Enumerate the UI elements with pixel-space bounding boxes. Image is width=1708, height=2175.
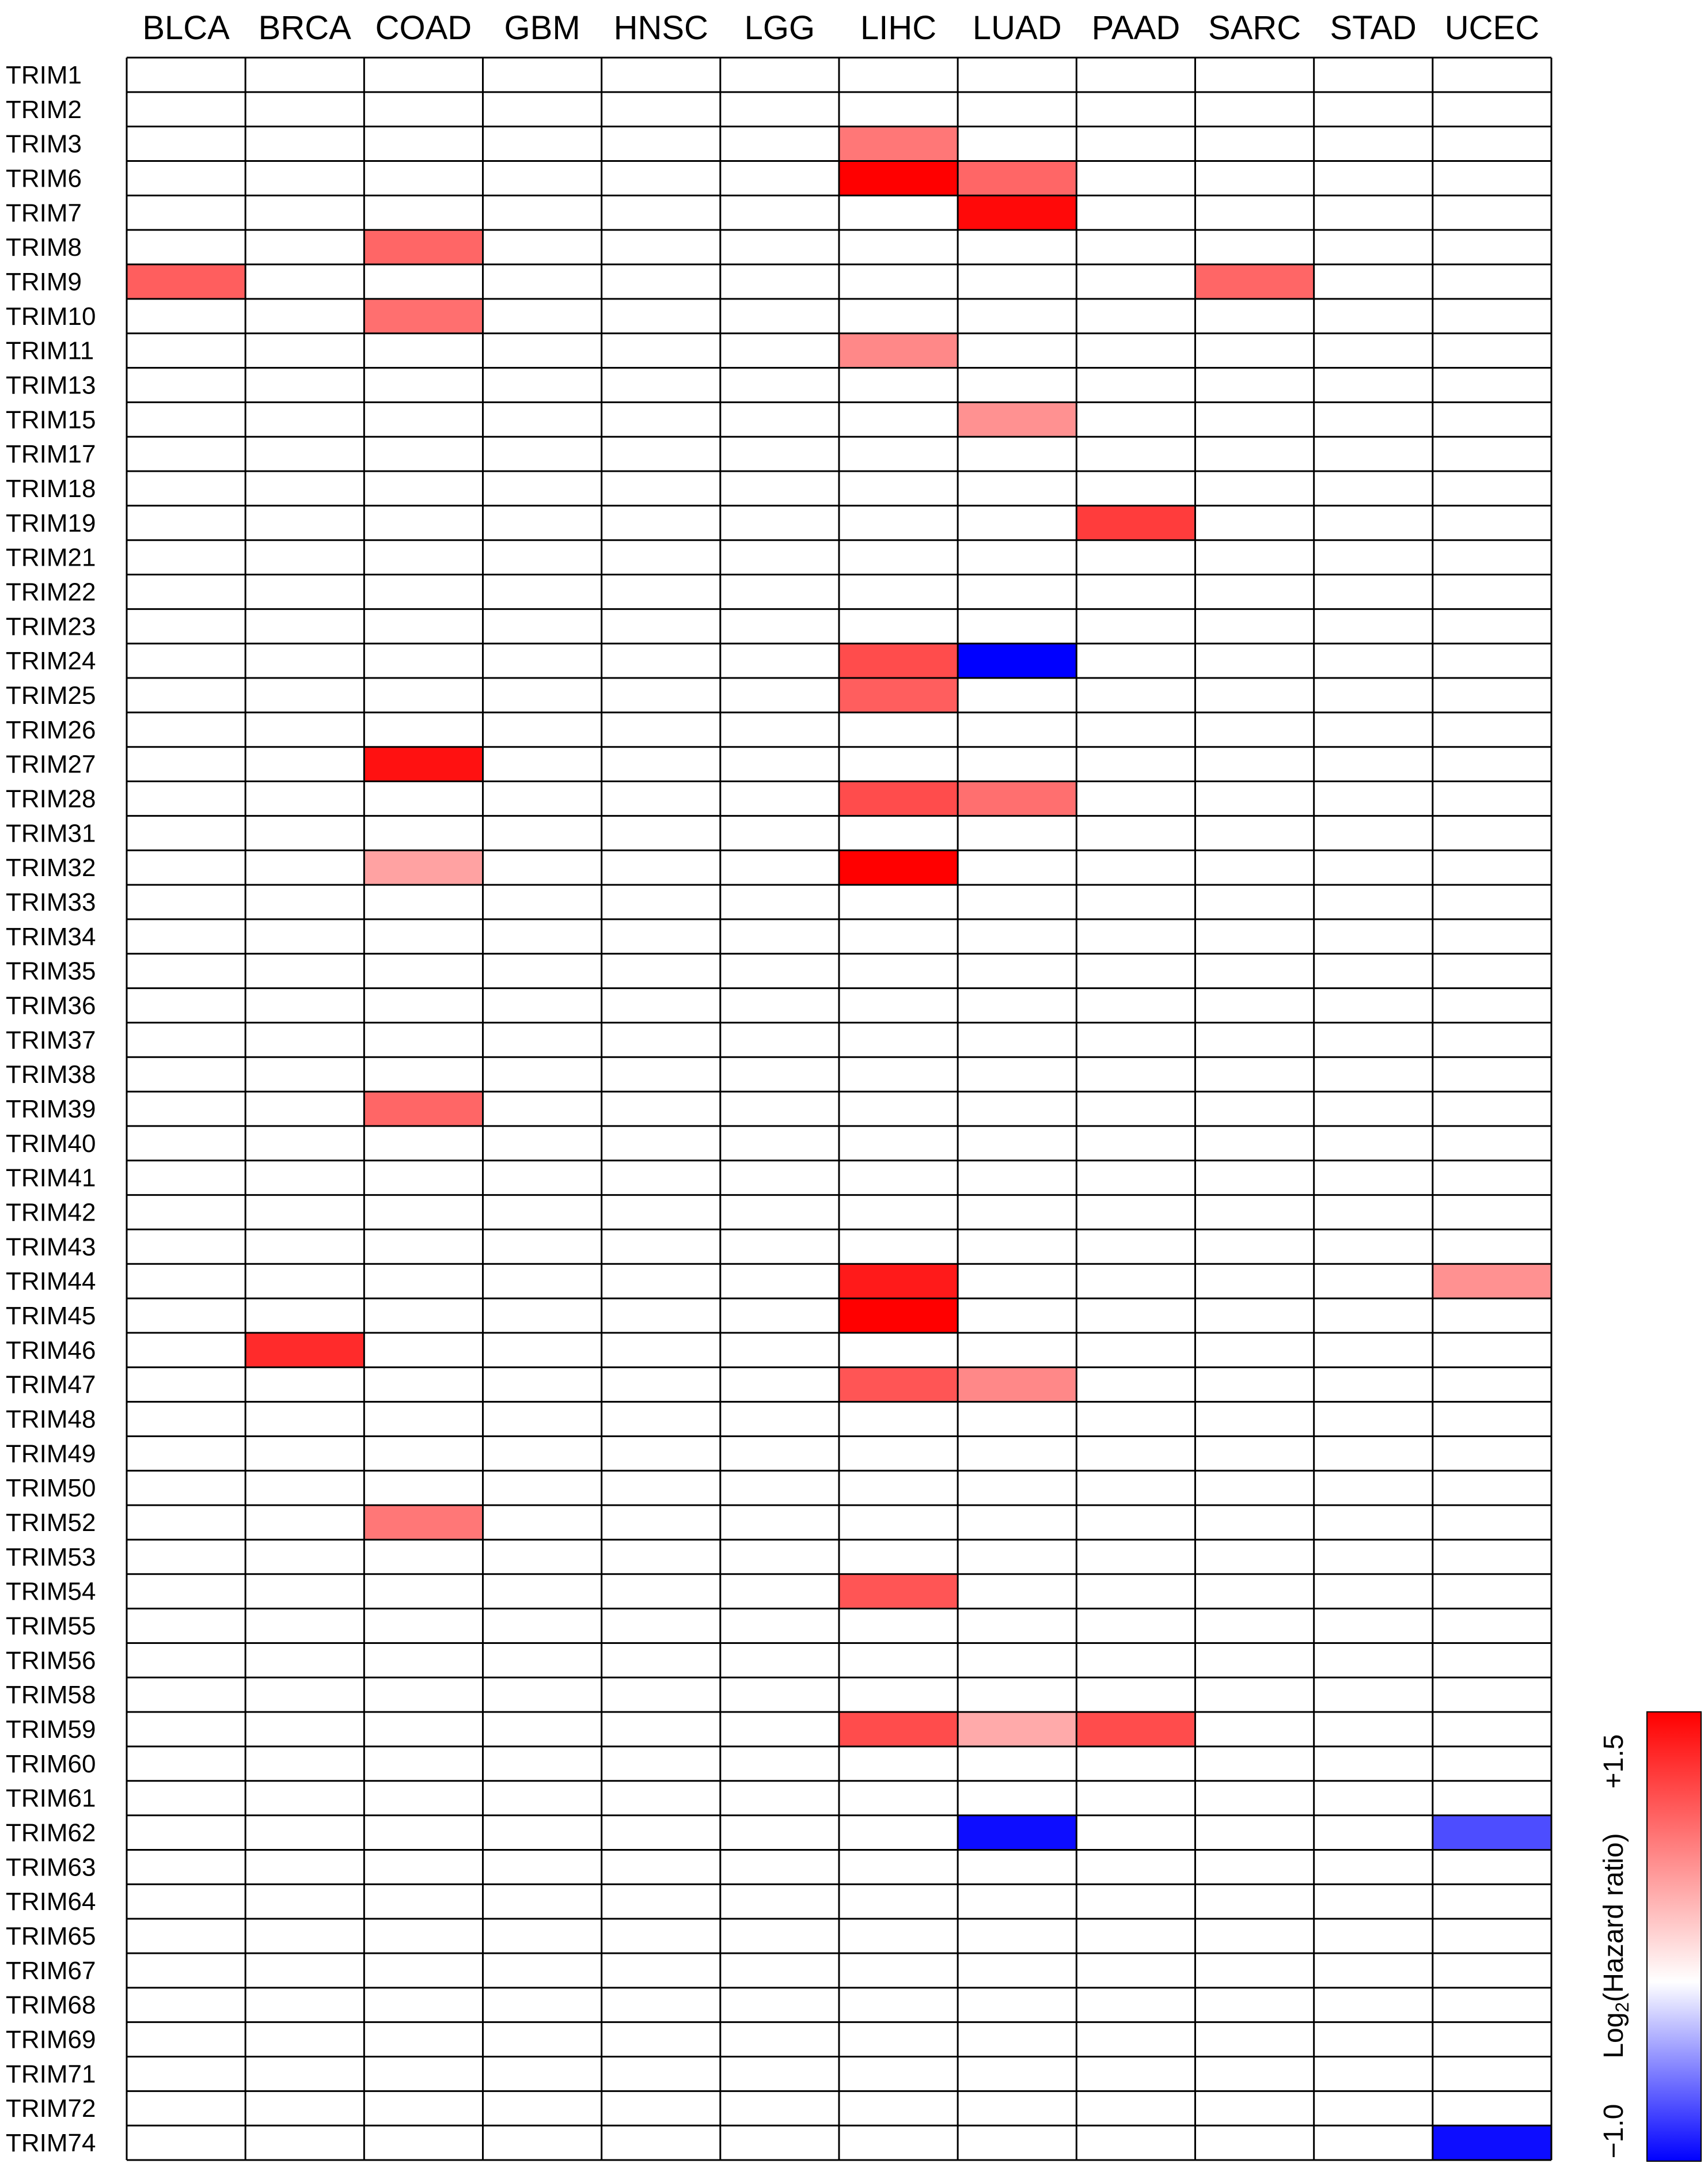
heatmap-cell-trim6-lihc xyxy=(839,161,958,196)
colorbar-max-label: +1.5 xyxy=(1599,1734,1629,1789)
row-label-trim15: TRIM15 xyxy=(6,406,96,434)
row-label-trim24: TRIM24 xyxy=(6,647,96,676)
row-label-trim28: TRIM28 xyxy=(6,785,96,813)
row-label-trim8: TRIM8 xyxy=(6,233,82,262)
heatmap-cell-trim46-brca xyxy=(245,1333,364,1367)
row-label-trim53: TRIM53 xyxy=(6,1543,96,1571)
colorbar-title-main: Log xyxy=(1599,2012,1629,2059)
heatmap-cell-trim11-lihc xyxy=(839,334,958,368)
row-label-trim40: TRIM40 xyxy=(6,1129,96,1158)
heatmap-cell-trim59-luad xyxy=(958,1712,1076,1746)
row-label-trim47: TRIM47 xyxy=(6,1370,96,1399)
heatmap-cell-trim62-ucec xyxy=(1433,1816,1551,1850)
row-label-trim6: TRIM6 xyxy=(6,164,82,193)
row-label-trim65: TRIM65 xyxy=(6,1922,96,1951)
row-label-trim55: TRIM55 xyxy=(6,1612,96,1640)
heatmap-grid xyxy=(127,58,1551,2160)
heatmap-cell-trim19-paad xyxy=(1076,506,1195,540)
heatmap-cell-trim7-luad xyxy=(958,195,1076,230)
heatmap-cell-trim10-coad xyxy=(364,299,483,334)
column-label-paad: PAAD xyxy=(1091,9,1181,47)
column-label-luad: LUAD xyxy=(972,9,1062,47)
row-label-trim62: TRIM62 xyxy=(6,1818,96,1847)
row-label-trim18: TRIM18 xyxy=(6,474,96,503)
row-label-trim68: TRIM68 xyxy=(6,1991,96,2019)
row-label-trim3: TRIM3 xyxy=(6,130,82,158)
row-label-trim61: TRIM61 xyxy=(6,1784,96,1813)
row-label-trim72: TRIM72 xyxy=(6,2094,96,2123)
row-label-trim13: TRIM13 xyxy=(6,371,96,400)
row-label-trim37: TRIM37 xyxy=(6,1026,96,1055)
row-label-trim27: TRIM27 xyxy=(6,750,96,779)
heatmap-cell-trim9-sarc xyxy=(1195,264,1314,299)
heatmap-cell-trim74-ucec xyxy=(1433,2125,1551,2160)
heatmap-cell-trim62-luad xyxy=(958,1816,1076,1850)
row-label-trim52: TRIM52 xyxy=(6,1509,96,1537)
row-label-trim67: TRIM67 xyxy=(6,1956,96,1985)
heatmap-cell-trim28-luad xyxy=(958,782,1076,816)
row-label-trim44: TRIM44 xyxy=(6,1267,96,1296)
row-label-trim59: TRIM59 xyxy=(6,1715,96,1744)
heatmap-cell-trim44-ucec xyxy=(1433,1264,1551,1298)
column-label-stad: STAD xyxy=(1330,9,1417,47)
row-label-trim1: TRIM1 xyxy=(6,60,82,89)
column-label-lgg: LGG xyxy=(744,9,815,47)
row-label-trim48: TRIM48 xyxy=(6,1405,96,1434)
row-label-trim41: TRIM41 xyxy=(6,1164,96,1192)
row-label-trim39: TRIM39 xyxy=(6,1095,96,1123)
column-label-hnsc: HNSC xyxy=(613,9,708,47)
row-label-trim36: TRIM36 xyxy=(6,991,96,1020)
heatmap-cell-trim45-lihc xyxy=(839,1298,958,1333)
row-label-trim22: TRIM22 xyxy=(6,578,96,607)
row-label-trim54: TRIM54 xyxy=(6,1577,96,1606)
row-label-trim42: TRIM42 xyxy=(6,1198,96,1227)
heatmap-cell-trim32-coad xyxy=(364,850,483,885)
row-label-trim63: TRIM63 xyxy=(6,1853,96,1882)
row-label-trim74: TRIM74 xyxy=(6,2129,96,2158)
row-label-trim60: TRIM60 xyxy=(6,1749,96,1778)
row-label-trim56: TRIM56 xyxy=(6,1646,96,1675)
heatmap-cell-trim59-lihc xyxy=(839,1712,958,1746)
colorbar-title xyxy=(1599,1833,1633,2058)
heatmap-cell-trim47-luad xyxy=(958,1367,1076,1402)
colorbar-min-label: −1.0 xyxy=(1599,2104,1629,2159)
colorbar-gradient xyxy=(1647,1712,1701,2161)
row-label-trim50: TRIM50 xyxy=(6,1474,96,1503)
row-label-trim7: TRIM7 xyxy=(6,199,82,228)
row-label-trim9: TRIM9 xyxy=(6,267,82,296)
heatmap-cell-trim6-luad xyxy=(958,161,1076,196)
row-label-trim2: TRIM2 xyxy=(6,95,82,124)
heatmap-cell-trim52-coad xyxy=(364,1505,483,1540)
column-label-blca: BLCA xyxy=(142,9,230,47)
colorbar xyxy=(1599,1712,1701,2161)
column-label-coad: COAD xyxy=(375,9,472,47)
colorbar-title-rest: (Hazard ratio) xyxy=(1599,1833,1629,2002)
row-label-trim31: TRIM31 xyxy=(6,819,96,848)
heatmap-cell-trim39-coad xyxy=(364,1092,483,1126)
row-label-trim45: TRIM45 xyxy=(6,1302,96,1331)
heatmap-cell-trim9-blca xyxy=(127,264,245,299)
row-label-trim46: TRIM46 xyxy=(6,1336,96,1365)
row-label-trim19: TRIM19 xyxy=(6,509,96,537)
row-label-trim34: TRIM34 xyxy=(6,922,96,951)
row-label-trim26: TRIM26 xyxy=(6,715,96,744)
heatmap-cell-trim27-coad xyxy=(364,747,483,782)
heatmap-cell-trim8-coad xyxy=(364,230,483,264)
row-label-trim43: TRIM43 xyxy=(6,1233,96,1261)
column-label-ucec: UCEC xyxy=(1444,9,1540,47)
row-label-trim35: TRIM35 xyxy=(6,957,96,986)
row-label-trim58: TRIM58 xyxy=(6,1681,96,1710)
column-label-sarc: SARC xyxy=(1208,9,1301,47)
heatmap-cell-trim25-lihc xyxy=(839,678,958,713)
row-label-trim38: TRIM38 xyxy=(6,1060,96,1089)
heatmap-cell-trim32-lihc xyxy=(839,850,958,885)
column-labels xyxy=(142,9,1539,47)
heatmap-cell-trim47-lihc xyxy=(839,1367,958,1402)
heatmap-cell-trim3-lihc xyxy=(839,127,958,161)
heatmap-cell-trim44-lihc xyxy=(839,1264,958,1298)
row-labels xyxy=(6,61,96,2157)
row-label-trim17: TRIM17 xyxy=(6,440,96,469)
heatmap-cell-trim59-paad xyxy=(1076,1712,1195,1746)
row-label-trim64: TRIM64 xyxy=(6,1888,96,1916)
row-label-trim33: TRIM33 xyxy=(6,888,96,916)
heatmap-cell-trim28-lihc xyxy=(839,782,958,816)
row-label-trim71: TRIM71 xyxy=(6,2060,96,2089)
row-label-trim10: TRIM10 xyxy=(6,302,96,331)
column-label-lihc: LIHC xyxy=(860,9,937,47)
row-label-trim25: TRIM25 xyxy=(6,681,96,710)
heatmap-cell-trim15-luad xyxy=(958,402,1076,437)
row-label-trim69: TRIM69 xyxy=(6,2025,96,2054)
row-label-trim32: TRIM32 xyxy=(6,854,96,882)
heatmap-cell-trim24-lihc xyxy=(839,643,958,678)
row-label-trim21: TRIM21 xyxy=(6,543,96,572)
heatmap-cell-trim54-lihc xyxy=(839,1574,958,1609)
row-label-trim23: TRIM23 xyxy=(6,612,96,641)
colorbar-title-subscript: 2 xyxy=(1612,2002,1633,2013)
column-label-brca: BRCA xyxy=(258,9,351,47)
row-label-trim11: TRIM11 xyxy=(6,336,94,365)
row-label-trim49: TRIM49 xyxy=(6,1439,96,1468)
column-label-gbm: GBM xyxy=(504,9,580,47)
heatmap-cell-trim24-luad xyxy=(958,643,1076,678)
